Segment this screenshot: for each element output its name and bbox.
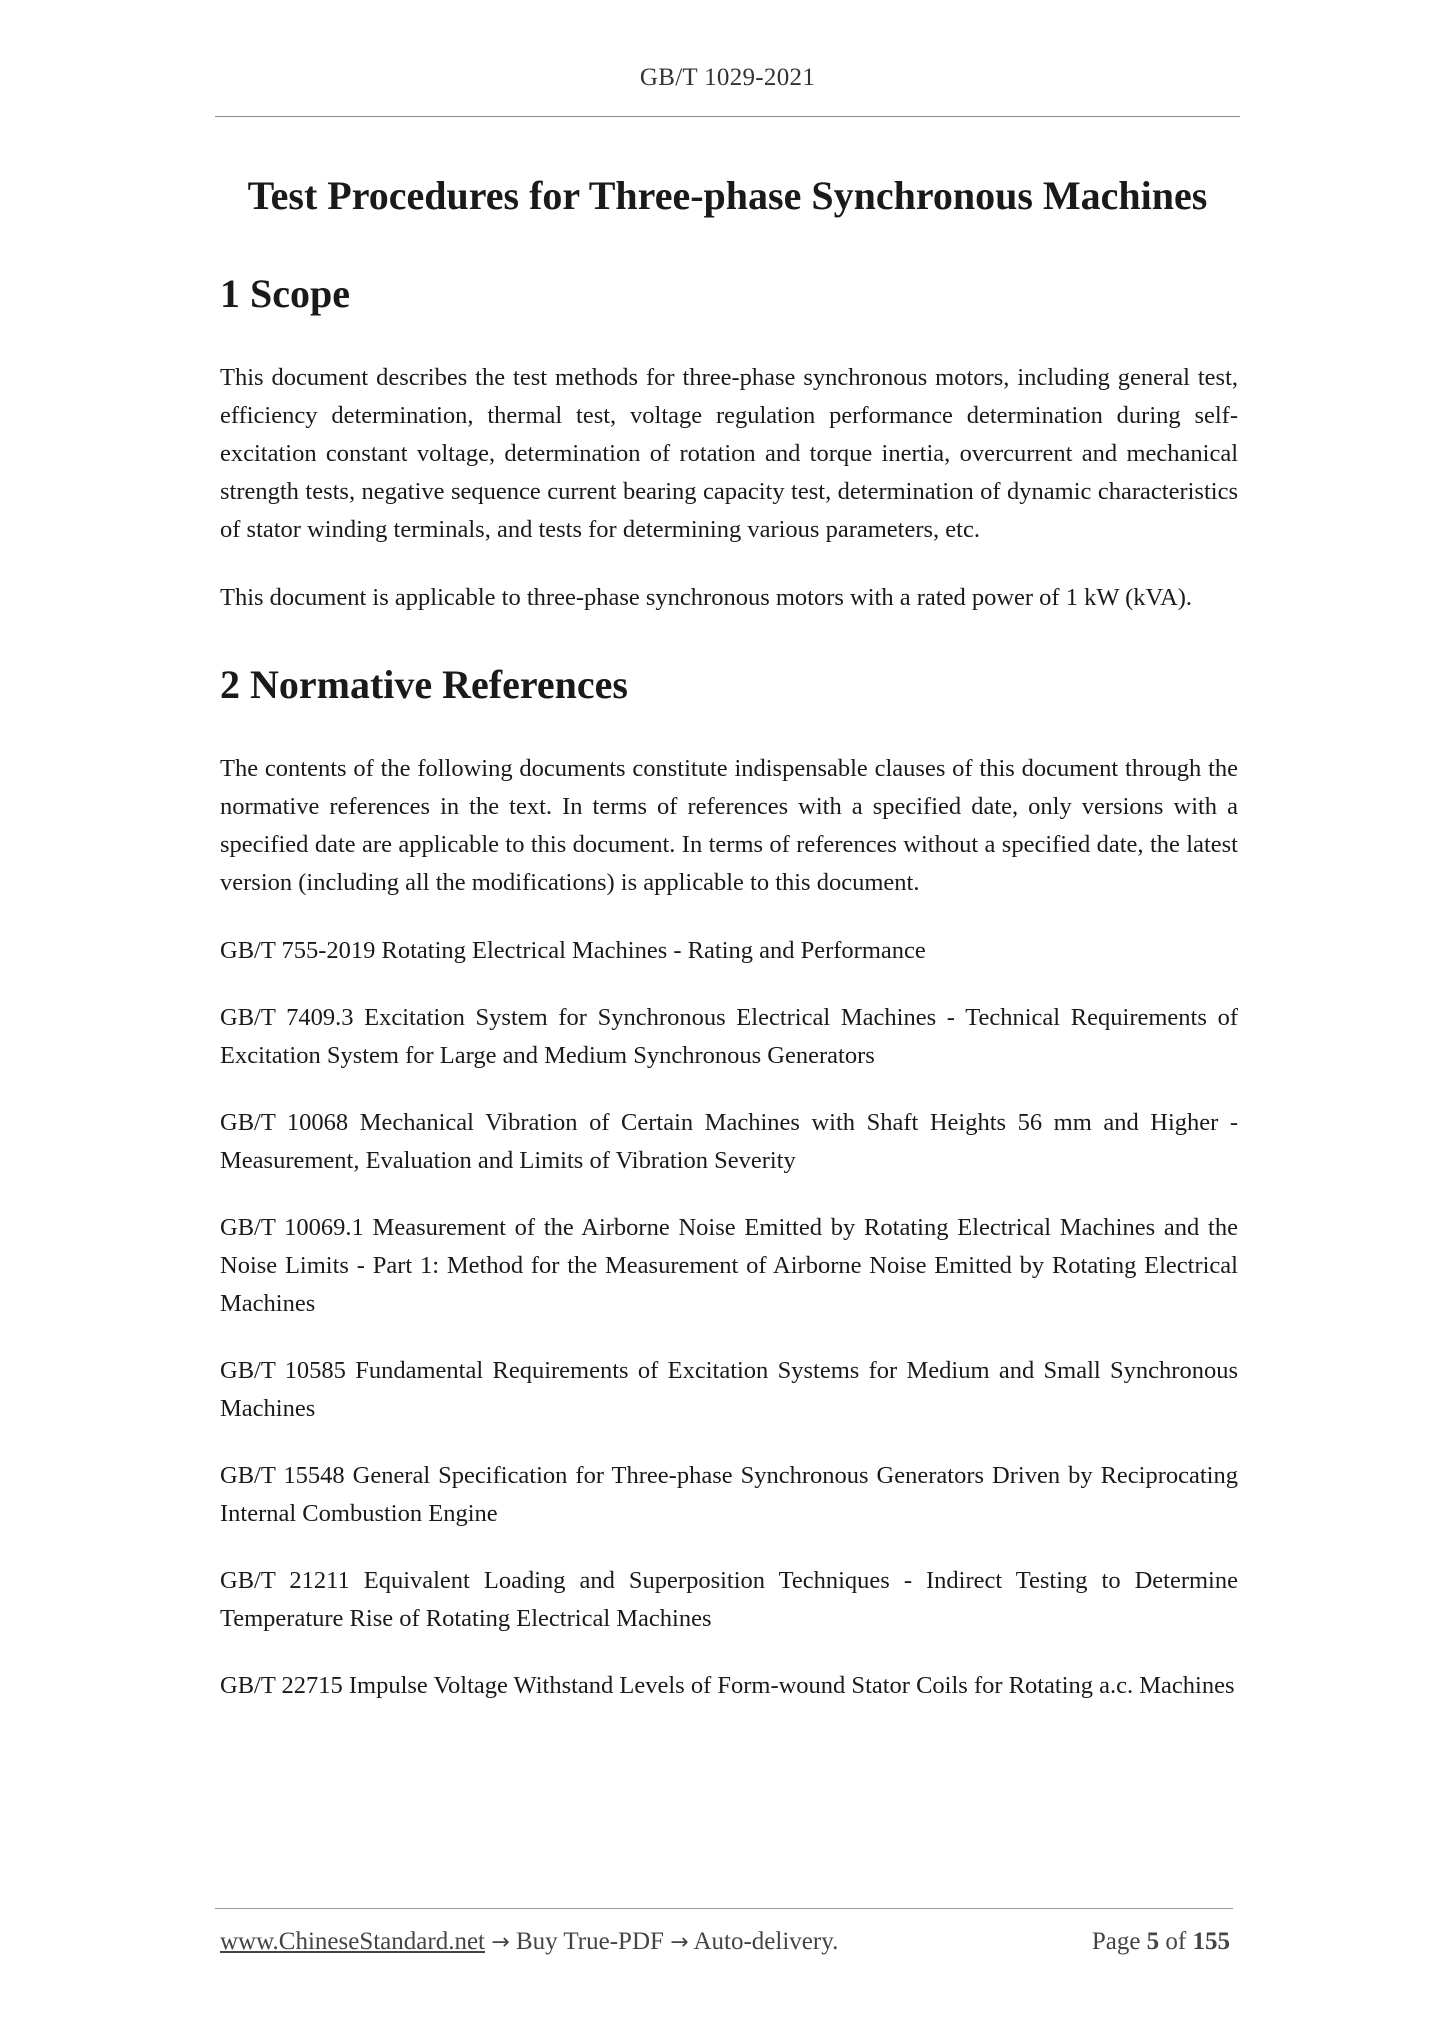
section-heading-scope: 1 Scope (220, 271, 350, 316)
reference-item: GB/T 10069.1 Measurement of the Airborne Noise Emitted by Rotating Electrical Machines and the Noise Limits - Part 1: Method for the Measurement of Airborne Noise Emitted by Rotating Electrical Machines (220, 1214, 1238, 1317)
scope-paragraph-1: This document describes the test methods for three-phase synchronous motors, including general test, efficiency determination, thermal test, voltage regulation performance determination during self-excitation constant voltage, determination of rotation and torque inertia, overcurrent and mechanical strength tests, negative sequence current bearing capacity test, determination of dynamic characteristics of stator winding terminals, and tests for determining various parameters, etc. (220, 364, 1238, 543)
footer-divider (215, 1908, 1233, 1909)
document-body (220, 270, 1238, 1734)
normative-intro-paragraph: The contents of the following documents constitute indispensable clauses of this document through the normative references in the text. In terms of references with a specified date, only versions with a specified date are applicable to this document. In terms of references without a specified date, the latest version (including all the modifications) is applicable to this document. (220, 755, 1238, 896)
arrow-right-icon: → (670, 1930, 689, 1955)
header-divider (215, 116, 1240, 117)
reference-item: GB/T 755-2019 Rotating Electrical Machines - Rating and Performance (220, 937, 926, 964)
running-header: GB/T 1029-2021 (639, 64, 816, 91)
arrow-right-icon: → (491, 1930, 510, 1955)
reference-item: GB/T 15548 General Specification for Three-phase Synchronous Generators Driven by Reciprocating Internal Combustion Engine (220, 1462, 1238, 1527)
site-link[interactable]: www.ChineseStandard.net (220, 1928, 485, 1955)
reference-item: GB/T 10585 Fundamental Requirements of Excitation Systems for Medium and Small Synchronous Machines (220, 1357, 1238, 1422)
scope-paragraph-2: This document is applicable to three-phase synchronous motors with a rated power of 1 kW (kVA). (220, 584, 1193, 611)
page-indicator (1092, 1928, 1230, 1956)
buy-true-pdf-text: Buy True-PDF (515, 1928, 664, 1955)
reference-item: GB/T 10068 Mechanical Vibration of Certain Machines with Shaft Heights 56 mm and Higher - Measurement, Evaluation and Limits of Vibration Severity (220, 1109, 1238, 1174)
current-page-number: 5 (1146, 1928, 1160, 1955)
document-title: Test Procedures for Three-phase Synchronous Machines (247, 173, 1208, 218)
section-heading-normative-references: 2 Normative References (220, 662, 628, 707)
auto-delivery-text: Auto-delivery. (693, 1928, 839, 1955)
page-label: Page (1091, 1928, 1141, 1955)
reference-item: GB/T 7409.3 Excitation System for Synchronous Electrical Machines - Technical Requirements of Excitation System for Large and Medium Synchronous Generators (220, 1004, 1238, 1069)
total-pages-number: 155 (1192, 1928, 1230, 1955)
footer-promo (220, 1928, 838, 1956)
reference-item: GB/T 21211 Equivalent Loading and Superposition Techniques - Indirect Testing to Determine Temperature Rise of Rotating Electrical Machines (220, 1567, 1238, 1632)
of-label: of (1165, 1928, 1187, 1955)
reference-item: GB/T 22715 Impulse Voltage Withstand Levels of Form-wound Stator Coils for Rotating a.c. Machines (220, 1672, 1235, 1699)
